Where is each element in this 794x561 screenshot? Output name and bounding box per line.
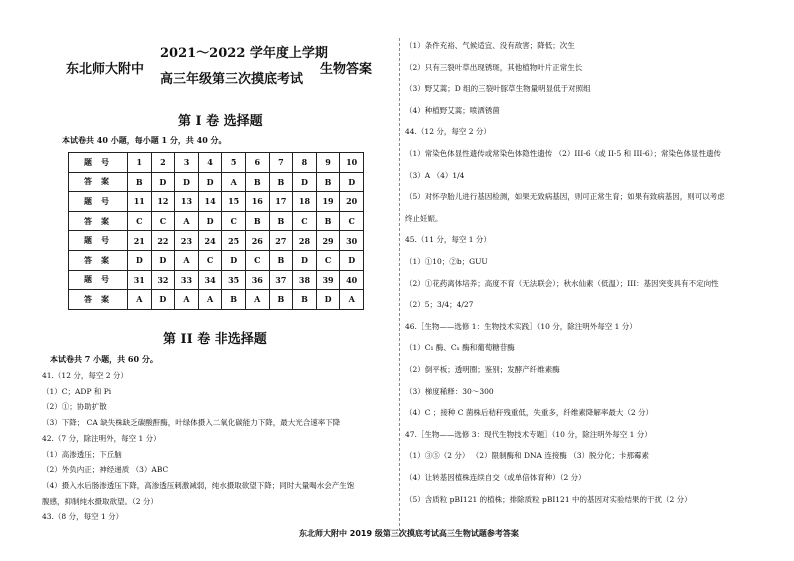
answer-cell: D: [175, 172, 199, 192]
answer-cell: B: [293, 290, 317, 310]
question-number-cell: 30: [340, 231, 364, 251]
answer-cell: D: [340, 250, 364, 270]
answer-line: （2）只有三裂叶草出现锈斑，其他植物叶片正常生长: [405, 62, 583, 72]
question-number-cell: 35: [222, 270, 246, 290]
question-number-cell: 36: [245, 270, 269, 290]
question-number-row: [69, 231, 364, 251]
answer-line: （3）A （4）1/4: [405, 170, 465, 180]
question-number-cell: 1: [128, 153, 152, 173]
answer-cell: B: [316, 172, 340, 192]
answer-cell: C: [340, 211, 364, 231]
question-number-row: [69, 192, 364, 212]
question-number-cell: 14: [198, 192, 222, 212]
question-label-cell: 题号: [69, 153, 128, 173]
question-number-cell: 2: [151, 153, 175, 173]
answer-cell: B: [316, 211, 340, 231]
answer-cell: C: [151, 211, 175, 231]
question-number-cell: 21: [128, 231, 152, 251]
answer-label-cell: 答案: [69, 211, 128, 231]
exam-title: 高三年级第三次摸底考试: [160, 72, 304, 87]
question-number-cell: 16: [245, 192, 269, 212]
section2-note: 本试卷共 7 小题，共 60 分。: [50, 354, 158, 364]
answer-line: 腹感，抑制纯水摄取欲望。（2 分）: [42, 496, 158, 506]
answer-line: （4）种植野艾蒿；喷洒锈菌: [405, 105, 500, 115]
answer-cell: C: [198, 250, 222, 270]
answer-label-cell: 答案: [69, 172, 128, 192]
question-number-cell: 7: [269, 153, 293, 173]
answer-line: （1）C₁ 酶、Cₓ 酶和葡萄糖苷酶: [405, 343, 515, 353]
answer-line: （4）让转基因植株连续自交（或单倍体育种）（2 分）: [405, 473, 586, 482]
answer-cell: A: [245, 290, 269, 310]
answer-cell: D: [198, 211, 222, 231]
subject-label: 生物答案: [320, 62, 373, 77]
question-number-cell: 37: [269, 270, 293, 290]
section2-title: 第 II 卷 非选择题: [163, 332, 267, 347]
question-label-cell: 题号: [69, 270, 128, 290]
question-number-cell: 26: [245, 231, 269, 251]
question-number-cell: 32: [151, 270, 175, 290]
answer-cell: D: [128, 250, 152, 270]
question-number-cell: 23: [175, 231, 199, 251]
answer-line: （5）对怀孕胎儿进行基因检测，如果无致病基因，则可正常生育；如果有致病基因，则可以考虑: [405, 192, 725, 202]
question-label-cell: 题号: [69, 192, 128, 212]
answer-row: [69, 211, 364, 231]
answer-row: [69, 172, 364, 192]
answer-line: 终止妊娠。: [405, 213, 443, 223]
answer-line: 46.［生物——选修 1：生物技术实践］（10 分，除注明外每空 1 分）: [405, 321, 637, 331]
answer-line: （1）常染色体显性遗传或常染色体隐性遗传 （2）III-6（或 II-5 和 III-6）；常染色体显性遗传: [405, 149, 721, 158]
answer-cell: B: [245, 211, 269, 231]
answer-cell: C: [316, 250, 340, 270]
question-number-cell: 27: [269, 231, 293, 251]
answer-cell: B: [269, 211, 293, 231]
answer-line: （1）条件充裕、气候适宜、没有敌害；降低；次生: [405, 41, 575, 50]
answer-line: 43.（8 分，每空 1 分）: [42, 512, 124, 522]
question-number-cell: 24: [198, 231, 222, 251]
answer-line: （1）C；ADP 和 Pi: [42, 386, 112, 396]
answer-cell: D: [316, 290, 340, 310]
answer-cell: B: [245, 172, 269, 192]
question-number-cell: 17: [269, 192, 293, 212]
question-number-cell: 4: [198, 153, 222, 173]
answer-line: （1）①10；②b；GUU: [405, 257, 488, 266]
question-number-cell: 9: [316, 153, 340, 173]
answer-line: （5）含质粒 pBI121 的植株；排除质粒 pBI121 中的基因对实验结果的干扰（2 分）: [405, 494, 692, 504]
answer-line: 42.（7 分，除注明外，每空 1 分）: [42, 433, 161, 443]
answer-cell: A: [198, 290, 222, 310]
question-number-cell: 13: [175, 192, 199, 212]
answer-cell: A: [175, 211, 199, 231]
answer-line: 41.（12 分，每空 2 分）: [42, 371, 128, 380]
answer-table: [68, 152, 364, 310]
answer-line: （3）野艾蒿；D 组的三裂叶豚草生物量明显低于对照组: [405, 84, 591, 94]
question-number-row: [69, 270, 364, 290]
answer-cell: D: [198, 172, 222, 192]
answer-line: （2）5；3/4；4/27: [405, 300, 474, 310]
answer-line: 45.（11 分，每空 1 分）: [405, 235, 491, 245]
answer-cell: D: [222, 250, 246, 270]
answer-cell: C: [222, 211, 246, 231]
question-number-cell: 3: [175, 153, 199, 173]
answer-cell: D: [293, 250, 317, 270]
answer-cell: B: [269, 250, 293, 270]
answer-cell: A: [222, 172, 246, 192]
answer-cell: A: [175, 290, 199, 310]
question-number-cell: 34: [198, 270, 222, 290]
column-divider: [399, 38, 400, 536]
question-number-cell: 20: [340, 192, 364, 212]
answer-cell: C: [245, 250, 269, 270]
question-number-cell: 38: [293, 270, 317, 290]
question-number-cell: 10: [340, 153, 364, 173]
question-number-cell: 6: [245, 153, 269, 173]
answer-label-cell: 答案: [69, 290, 128, 310]
question-number-cell: 11: [128, 192, 152, 212]
answer-cell: D: [151, 172, 175, 192]
answer-line: 44.（12 分，每空 2 分）: [405, 127, 491, 137]
school-name: 东北师大附中: [66, 62, 145, 77]
page-footer: 东北师大附中 2019 级第三次摸底考试高三生物试题参考答案: [299, 529, 519, 538]
answer-cell: B: [222, 290, 246, 310]
answer-line: （4）C ；接种 C 菌株后秸秆残重低，失重多，纤维素降解率最大（2 分）: [405, 408, 654, 418]
answer-line: （3）下降； CA 缺失株缺乏碳酸酐酶，叶绿体摄入二氧化碳能力下降，最大光合速率下降: [42, 418, 341, 428]
question-number-cell: 5: [222, 153, 246, 173]
answer-cell: A: [175, 250, 199, 270]
answer-line: （2）①；协助扩散: [42, 402, 107, 412]
answer-label-cell: 答案: [69, 250, 128, 270]
answer-cell: B: [128, 172, 152, 192]
answer-line: （4）摄入水后肠渗透压下降，高渗透压刺激减弱，纯水摄取欲望下降；同时大量喝水会产生饱: [42, 480, 355, 490]
answer-cell: B: [269, 172, 293, 192]
question-number-cell: 40: [340, 270, 364, 290]
answer-line: （2）外负内正；神经递质 （3）ABC: [42, 465, 169, 475]
answer-row: [69, 250, 364, 270]
question-number-row: [69, 153, 364, 173]
answer-line: 47.［生物——选修 3：现代生物技术专题］（10 分，除注明外每空 1 分）: [405, 429, 652, 439]
answer-line: （1）③⑤（2 分） （2）限制酶和 DNA 连接酶 （3）脱分化；卡那霉素: [405, 451, 649, 461]
question-number-cell: 22: [151, 231, 175, 251]
answer-cell: D: [151, 290, 175, 310]
question-number-cell: 12: [151, 192, 175, 212]
question-number-cell: 33: [175, 270, 199, 290]
answer-line: （2）①花药离体培养；高度不育（无法联会）；秋水仙素（低温）；III：基因突变具有不定向性: [405, 278, 719, 288]
answer-cell: C: [128, 211, 152, 231]
answer-cell: A: [128, 290, 152, 310]
answer-cell: C: [293, 211, 317, 231]
answer-cell: D: [340, 172, 364, 192]
answer-row: [69, 290, 364, 310]
section1-title: 第 I 卷 选择题: [178, 114, 263, 129]
answer-line: （2）倒平板；透明圈；鉴别；发酵产纤维素酶: [405, 365, 560, 374]
question-number-cell: 19: [316, 192, 340, 212]
question-number-cell: 15: [222, 192, 246, 212]
answer-cell: D: [293, 172, 317, 192]
question-label-cell: 题号: [69, 231, 128, 251]
answer-cell: B: [269, 290, 293, 310]
question-number-cell: 29: [316, 231, 340, 251]
question-number-cell: 39: [316, 270, 340, 290]
question-number-cell: 25: [222, 231, 246, 251]
question-number-cell: 8: [293, 153, 317, 173]
section1-note: 本试卷共 40 小题，每小题 1 分，共 40 分。: [62, 135, 227, 145]
question-number-cell: 31: [128, 270, 152, 290]
question-number-cell: 28: [293, 231, 317, 251]
answer-line: （1）高渗透压；下丘脑: [42, 449, 122, 459]
answer-cell: D: [151, 250, 175, 270]
question-number-cell: 18: [293, 192, 317, 212]
answer-line: （3）梯度稀释：30～300: [405, 386, 494, 396]
answer-cell: A: [340, 290, 364, 310]
academic-year: 2021～2022 学年度上学期: [160, 46, 328, 61]
